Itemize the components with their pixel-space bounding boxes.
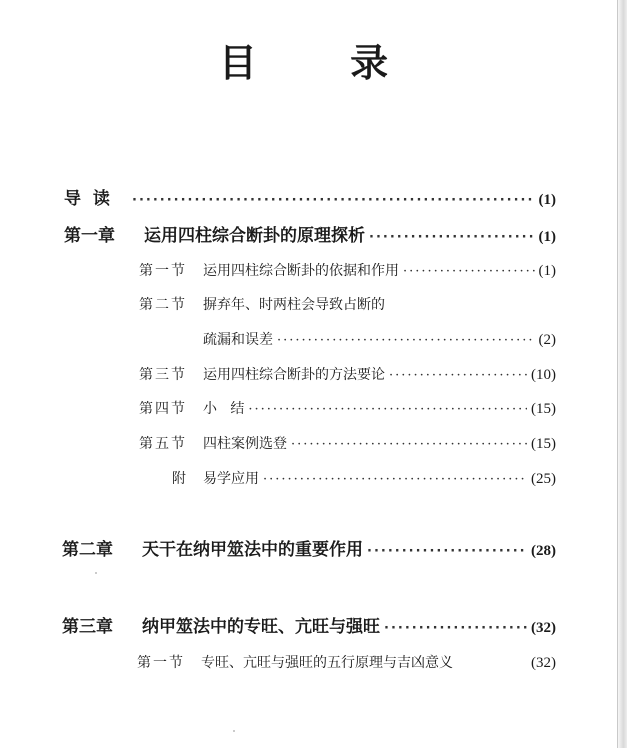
toc-entry-page: (32) [531, 620, 556, 636]
toc-entry-label: 第一节 [137, 655, 185, 671]
toc-entry-page: (1) [538, 192, 556, 208]
toc-entry-label: 附 [172, 471, 188, 487]
dot-leader [389, 363, 527, 389]
toc-entry-text: 疏漏和误差 [203, 332, 273, 348]
toc-entry-label: 第三节 [139, 367, 187, 383]
toc-entry-page: (15) [531, 401, 556, 417]
toc-entry-section-1-3[interactable] [139, 362, 556, 388]
toc-entry-section-1-2-continued[interactable] [203, 327, 556, 353]
paper-speck [233, 730, 235, 732]
dot-leader [248, 397, 527, 423]
toc-entry-section-1-2[interactable] [139, 292, 556, 318]
toc-entry-page: (2) [538, 332, 556, 348]
toc-entry-text: 运用四柱综合断卦的原理探析 [144, 226, 365, 246]
toc-entry-page: (1) [538, 229, 556, 245]
toc-entry-text: 运用四柱综合断卦的方法要论 [203, 367, 385, 383]
toc-entry-text: 天干在纳甲筮法中的重要作用 [142, 540, 363, 560]
toc-entry-label: 第四节 [139, 401, 187, 417]
toc-entry-chapter-3[interactable] [62, 614, 556, 640]
toc-entry-appendix[interactable] [172, 466, 556, 492]
toc-entry-section-1-1[interactable] [139, 258, 556, 284]
toc-entry-page: (25) [531, 471, 556, 487]
page-gutter-shadow [618, 0, 627, 748]
toc-entry-chapter-2[interactable] [62, 537, 556, 563]
dot-leader [132, 188, 535, 214]
dot-leader [384, 616, 527, 642]
toc-entry-text: 小 结 [203, 401, 245, 417]
toc-entry-page: (15) [531, 436, 556, 452]
toc-entry-label: 第一章 [64, 226, 115, 246]
dot-leader [403, 259, 535, 285]
toc-entry-label: 第一节 [139, 263, 187, 279]
toc-entry-page: (28) [531, 543, 556, 559]
toc-entry-page: (10) [531, 367, 556, 383]
toc-entry-text: 摒弃年、时两柱会导致占断的 [203, 297, 385, 313]
paper-speck [95, 572, 97, 574]
toc-entry-text: 专旺、亢旺与强旺的五行原理与吉凶意义 [201, 655, 453, 671]
dot-leader [367, 539, 527, 565]
toc-entry-label: 第三章 [62, 617, 113, 637]
dot-leader [277, 328, 535, 354]
toc-entry-page: (1) [538, 263, 556, 279]
toc-entry-label: 第五节 [139, 436, 187, 452]
toc-entry-intro[interactable] [64, 186, 556, 212]
page-title: 目 录 [218, 41, 429, 85]
toc-entry-text: 纳甲筮法中的专旺、亢旺与强旺 [142, 617, 380, 637]
toc-entry-text: 四柱案例选登 [203, 436, 287, 452]
toc-entry-section-1-4[interactable] [139, 396, 556, 422]
dot-leader [369, 225, 535, 251]
toc-entry-label: 第二节 [139, 297, 187, 313]
toc-entry-section-1-5[interactable] [139, 431, 556, 457]
toc-entry-section-3-1[interactable] [137, 650, 556, 676]
toc-entry-label: 第二章 [62, 540, 113, 560]
dot-leader [263, 467, 527, 493]
toc-entry-text: 运用四柱综合断卦的依据和作用 [203, 263, 399, 279]
toc-entry-label: 导 读 [64, 189, 110, 209]
dot-leader [291, 432, 527, 458]
toc-entry-text: 易学应用 [203, 471, 259, 487]
toc-entry-chapter-1[interactable] [64, 223, 556, 249]
toc-entry-page: (32) [531, 655, 556, 671]
